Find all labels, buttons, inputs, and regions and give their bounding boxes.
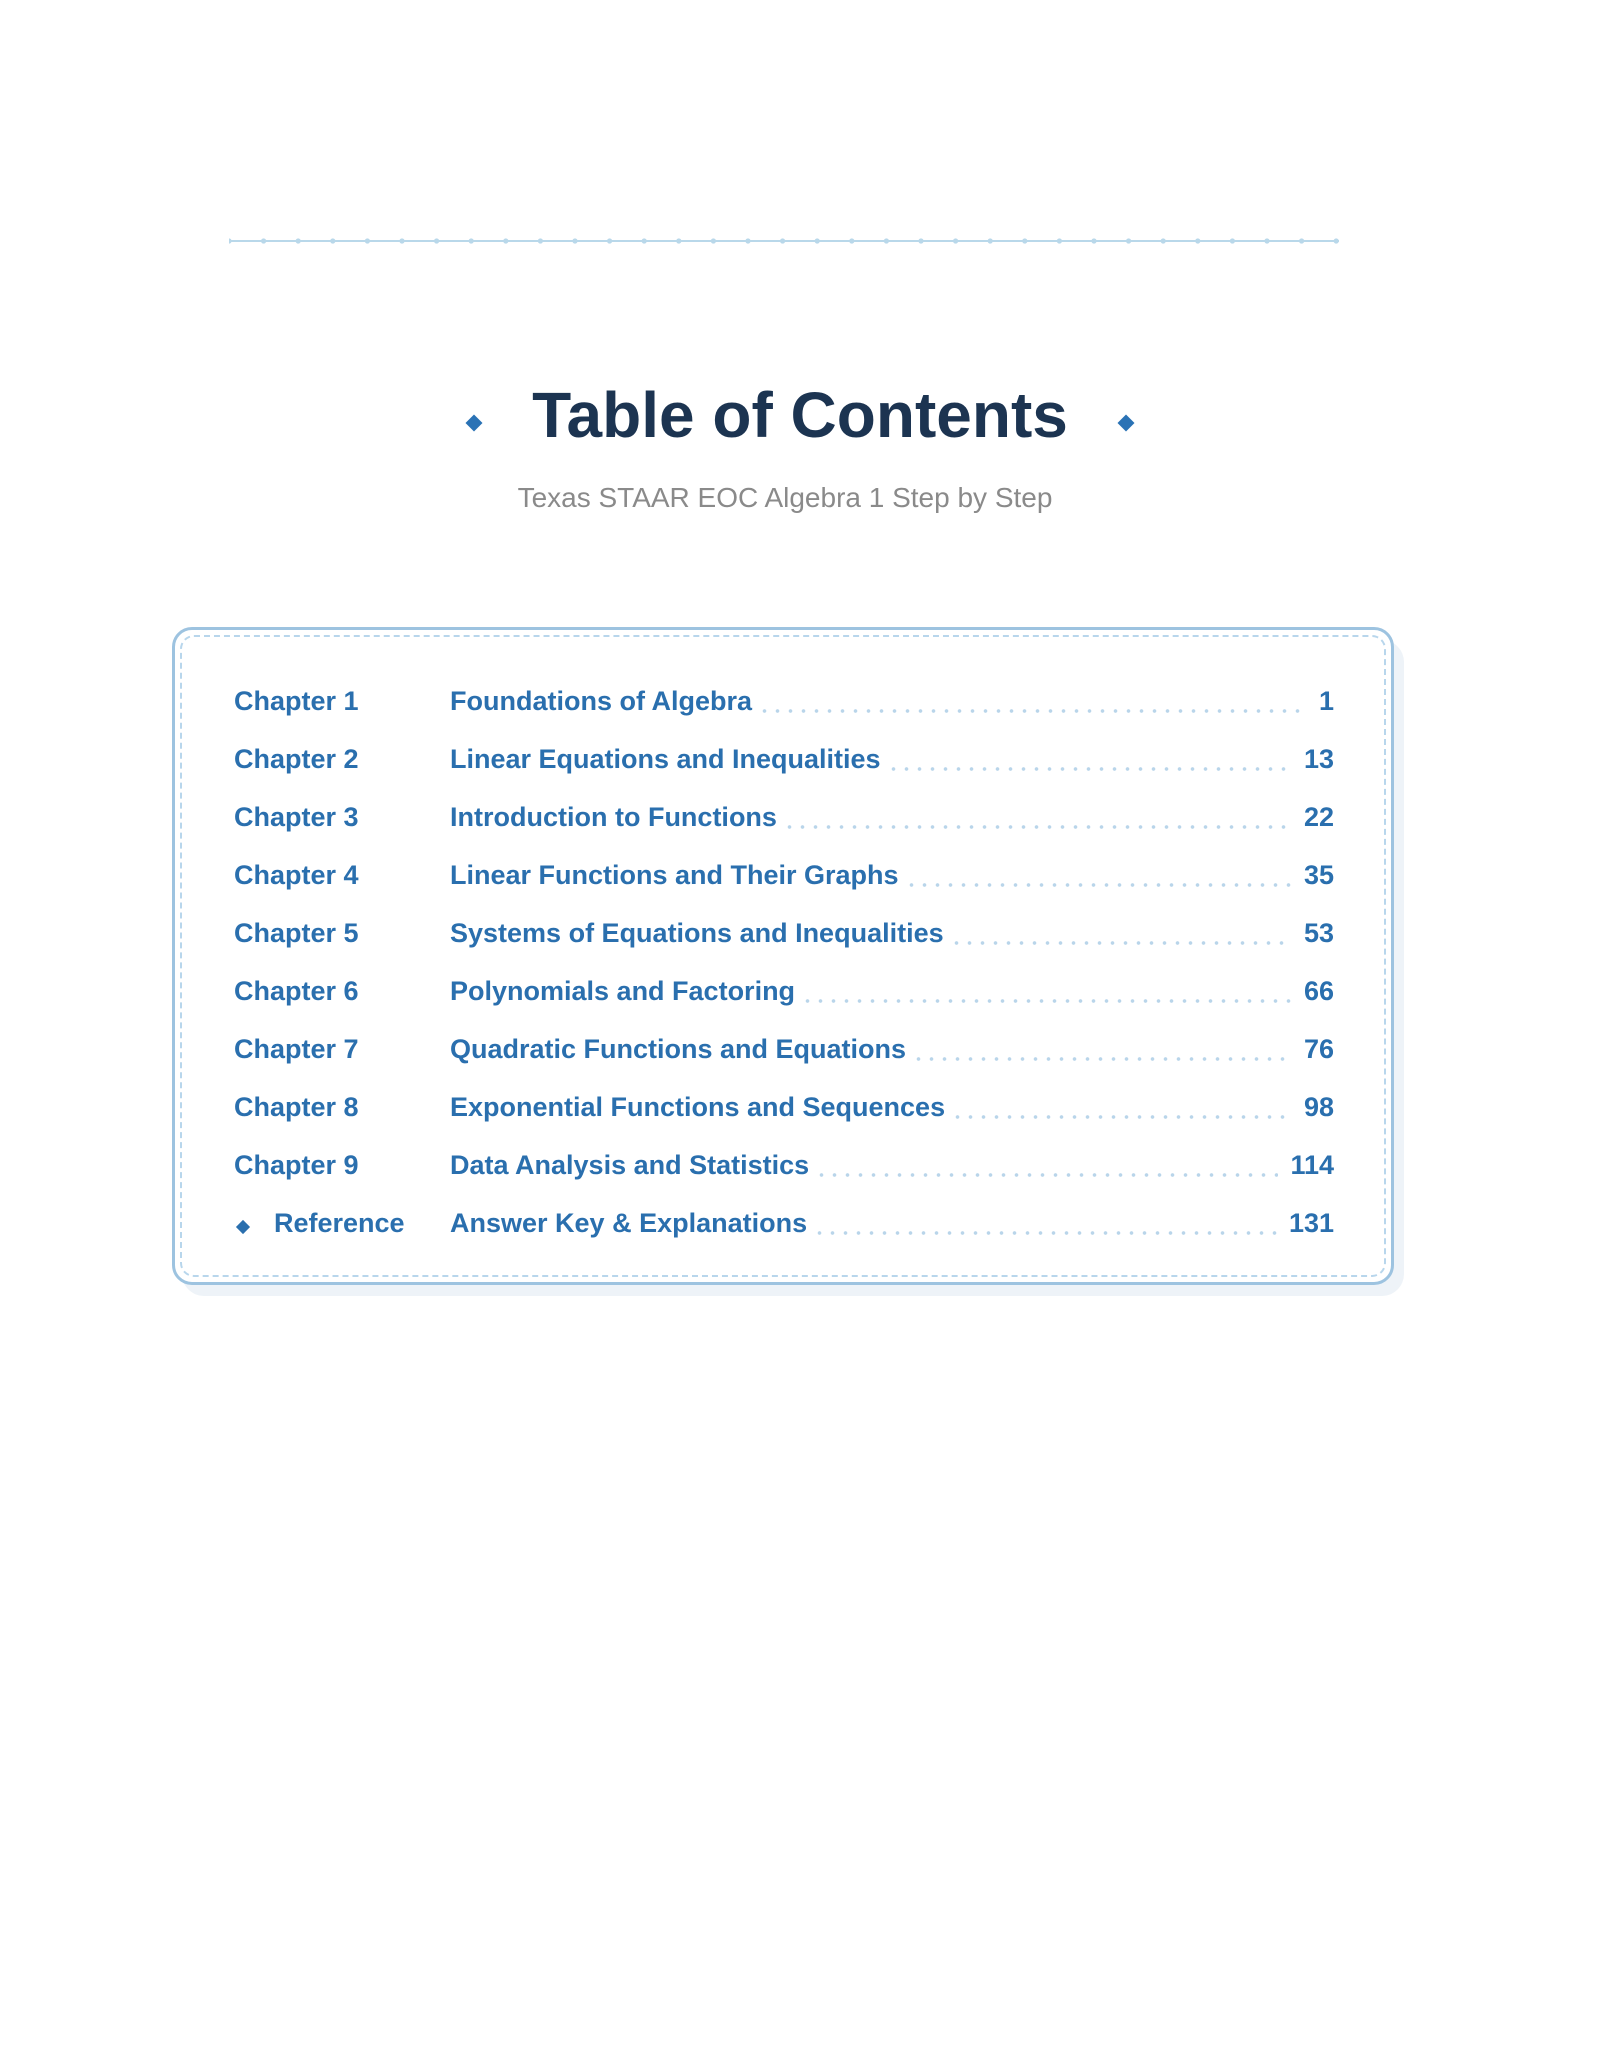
toc-entry-chapter-1[interactable]	[234, 672, 1334, 730]
toc-entry-page: 66	[1303, 975, 1334, 1006]
toc-entry-label: Chapter 3	[234, 801, 359, 832]
toc-entry-chapter-5[interactable]	[234, 904, 1334, 962]
toc-entry-chapter-8[interactable]	[234, 1078, 1334, 1136]
toc-entry-title: Polynomials and Factoring	[450, 975, 796, 1006]
toc-entry-title: Exponential Functions and Sequences	[450, 1091, 946, 1122]
dot-leader	[783, 825, 1292, 829]
dot-leader	[815, 1173, 1278, 1177]
toc-entry-page: 1	[1318, 685, 1334, 716]
dot-leader	[951, 1115, 1292, 1119]
toc-entry-chapter-6[interactable]	[234, 962, 1334, 1020]
toc-entry-page: 131	[1288, 1207, 1334, 1238]
toc-entry-title: Linear Functions and Their Graphs	[450, 859, 899, 890]
toc-entry-page: 53	[1303, 917, 1334, 948]
toc-entry-page: 114	[1290, 1149, 1334, 1180]
toc-entry-title: Systems of Equations and Inequalities	[450, 917, 944, 948]
toc-entry-label: Chapter 7	[234, 1033, 359, 1064]
toc-entry-chapter-4[interactable]	[234, 846, 1334, 904]
toc-entry-reference[interactable]	[234, 1194, 1334, 1252]
page-subtitle: Texas STAAR EOC Algebra 1 Step by Step	[517, 482, 1053, 513]
toc-entry-chapter-9[interactable]	[234, 1136, 1334, 1194]
toc-entry-page: 22	[1303, 801, 1334, 832]
toc-entry-page: 98	[1303, 1091, 1334, 1122]
toc-entry-chapter-3[interactable]	[234, 788, 1334, 846]
toc-entry-label: Chapter 1	[234, 685, 359, 716]
toc-entry-label: Chapter 5	[234, 917, 359, 948]
toc-entry-label: Chapter 8	[234, 1091, 359, 1122]
dot-leader	[905, 883, 1292, 887]
diamond-right-icon	[1118, 415, 1135, 432]
toc-entry-title: Data Analysis and Statistics	[450, 1149, 810, 1180]
page-title: Table of Contents	[532, 379, 1068, 451]
toc-entry-title: Quadratic Functions and Equations	[450, 1033, 907, 1064]
toc-list	[234, 672, 1334, 1252]
dot-leader	[801, 999, 1292, 1003]
toc-entry-label: Chapter 6	[234, 975, 359, 1006]
toc-entry-title: Linear Equations and Inequalities	[450, 743, 881, 774]
top-decorative-rule	[229, 236, 1339, 246]
toc-entry-title: Foundations of Algebra	[450, 685, 752, 716]
toc-entry-page: 76	[1303, 1033, 1334, 1064]
toc-entry-title: Introduction to Functions	[450, 801, 777, 832]
dot-leader	[758, 709, 1307, 713]
toc-entry-label: Chapter 4	[234, 859, 359, 890]
toc-entry-label: Reference	[274, 1207, 405, 1238]
diamond-bullet-icon	[236, 1220, 250, 1234]
dot-leader	[912, 1057, 1292, 1061]
dot-leader	[950, 941, 1292, 945]
toc-entry-page: 13	[1303, 743, 1334, 774]
toc-entry-chapter-2[interactable]	[234, 730, 1334, 788]
title-row	[0, 378, 1600, 452]
toc-entry-page: 35	[1303, 859, 1334, 890]
dot-leader	[813, 1231, 1277, 1235]
dot-leader	[887, 767, 1292, 771]
diamond-left-icon	[465, 415, 482, 432]
toc-entry-title: Answer Key & Explanations	[450, 1207, 808, 1238]
toc-entry-label: Chapter 9	[234, 1149, 359, 1180]
toc-entry-label: Chapter 2	[234, 743, 359, 774]
toc-entry-chapter-7[interactable]	[234, 1020, 1334, 1078]
